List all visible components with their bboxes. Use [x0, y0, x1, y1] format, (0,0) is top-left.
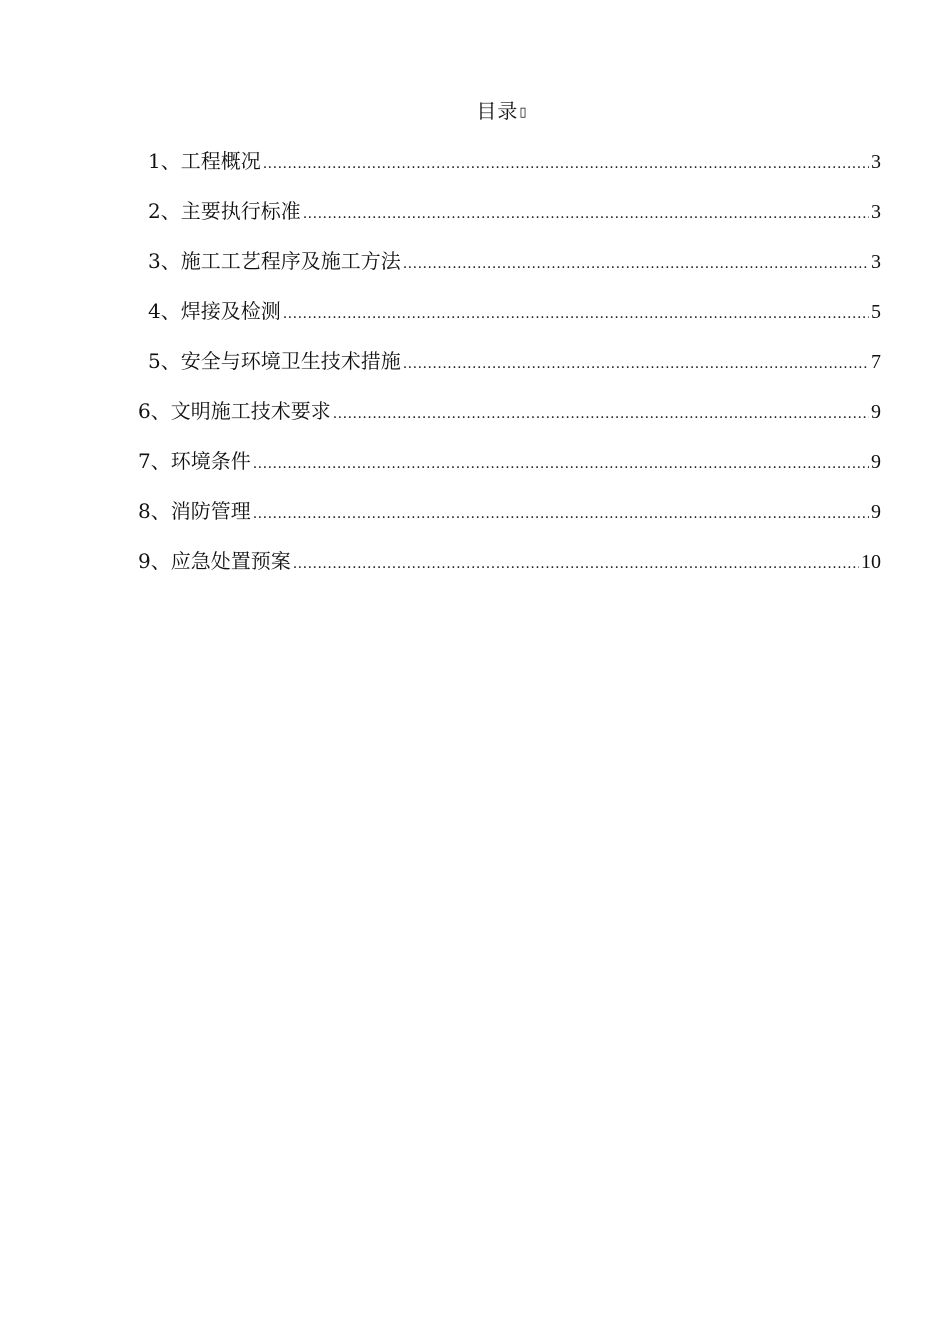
toc-entry-7[interactable] — [138, 446, 881, 476]
toc-entry-label: 6、文明施工技术要求 — [138, 399, 331, 423]
toc-entry-page: 7 — [871, 351, 881, 373]
toc-entry-page: 10 — [861, 551, 881, 573]
toc-dot-leader — [403, 349, 869, 379]
toc-entry-page: 9 — [871, 501, 881, 523]
toc-entry-8[interactable] — [138, 496, 881, 526]
toc-entry-4[interactable] — [148, 296, 881, 326]
toc-entry-label: 1、工程概况 — [148, 149, 261, 173]
toc-entry-6[interactable] — [138, 396, 881, 426]
toc-entry-page: 3 — [871, 151, 881, 173]
toc-dot-leader — [253, 499, 869, 529]
toc-entry-label: 4、焊接及检测 — [148, 299, 281, 323]
toc-dot-leader — [403, 249, 869, 279]
toc-title — [0, 96, 950, 128]
toc-entry-3[interactable] — [148, 246, 881, 276]
toc-entry-2[interactable] — [148, 196, 881, 226]
toc-dot-leader — [303, 199, 869, 229]
title-mark-glyph: ▯ — [519, 105, 528, 120]
toc-entry-9[interactable] — [138, 546, 881, 576]
toc-entry-page: 3 — [871, 251, 881, 273]
toc-entry-page: 5 — [871, 301, 881, 323]
toc-entry-label: 5、安全与环境卫生技术措施 — [148, 349, 401, 373]
toc-entry-page: 9 — [871, 401, 881, 423]
toc-entry-label: 7、环境条件 — [138, 449, 251, 473]
toc-dot-leader — [263, 149, 869, 179]
toc-title-text: 目录 — [476, 99, 519, 123]
toc-entry-label: 8、消防管理 — [138, 499, 251, 523]
toc-dot-leader — [333, 399, 869, 429]
toc-entry-label: 2、主要执行标准 — [148, 199, 301, 223]
toc-entry-page: 9 — [871, 451, 881, 473]
toc-dot-leader — [283, 299, 869, 329]
toc-entry-1[interactable] — [148, 146, 881, 176]
toc-entry-page: 3 — [871, 201, 881, 223]
toc-entry-label: 3、施工工艺程序及施工方法 — [148, 249, 401, 273]
toc-entry-label: 9、应急处置预案 — [138, 549, 291, 573]
toc-dot-leader — [253, 449, 869, 479]
toc-dot-leader — [293, 549, 859, 579]
toc-entry-5[interactable] — [148, 346, 881, 376]
